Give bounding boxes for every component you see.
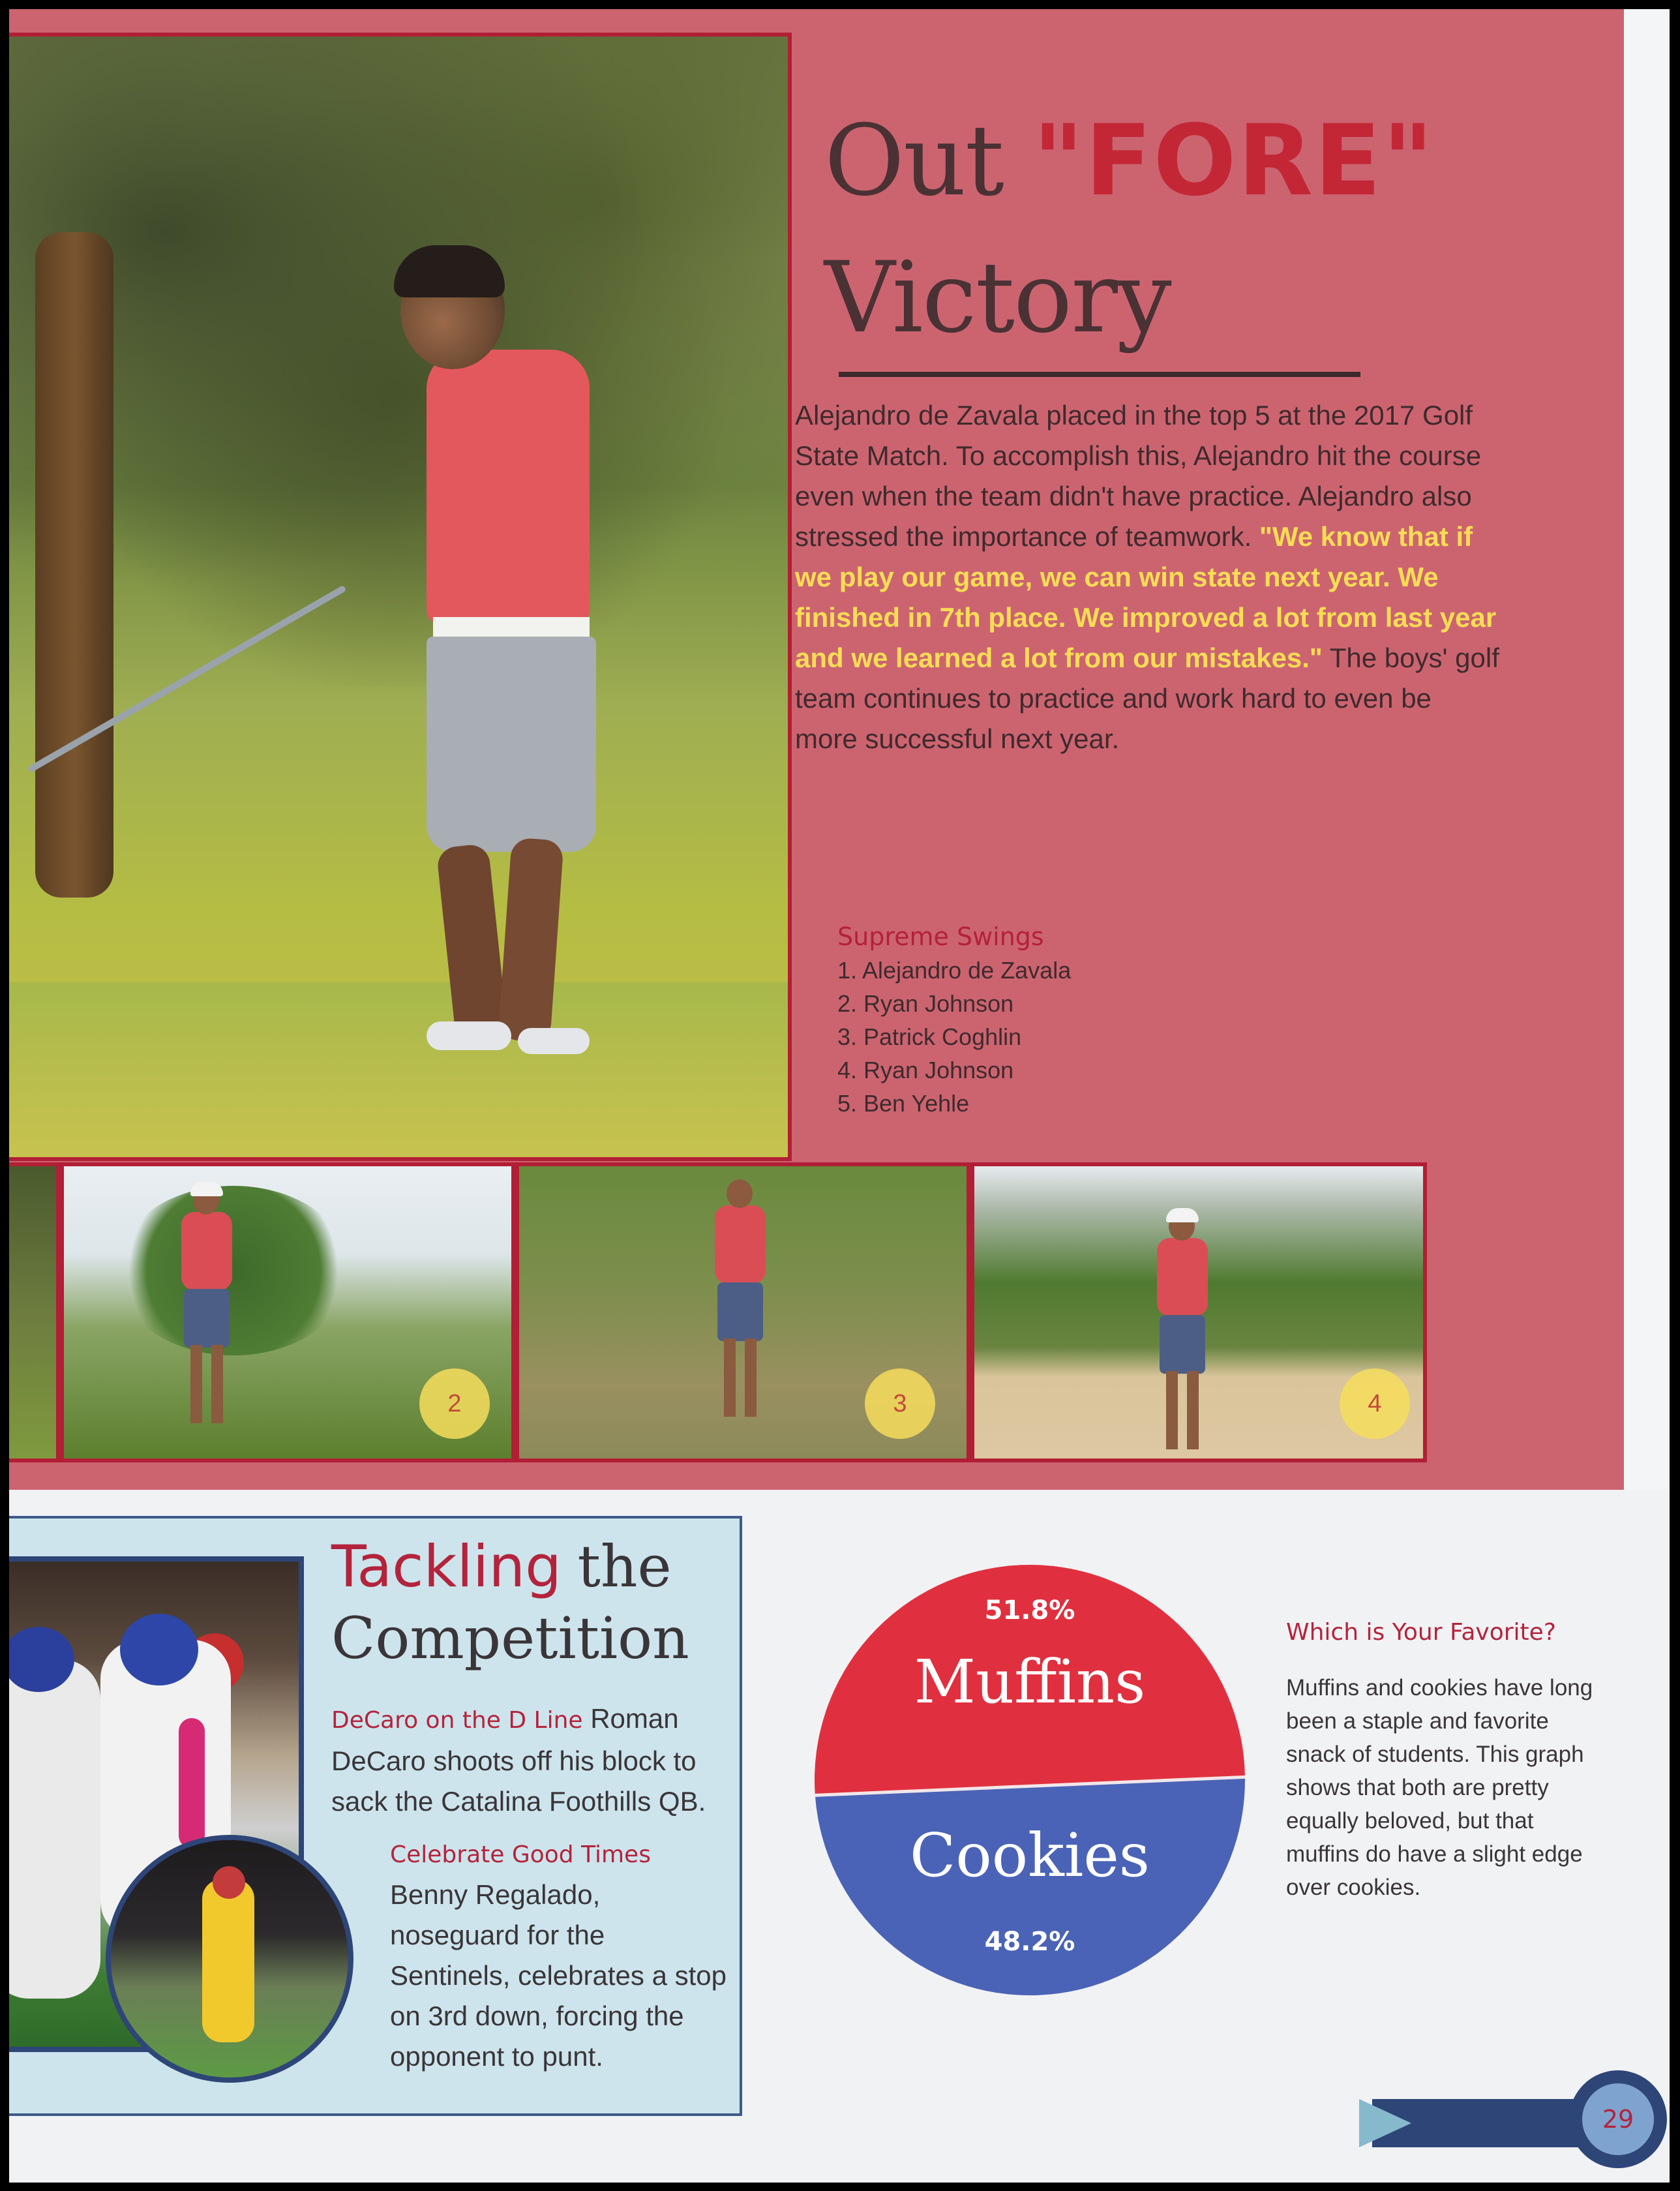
story-outro: The boys' golf team continues to practice and work hard to even be more successful next year. [795, 642, 1499, 754]
pie-category-label: Cookies [910, 1821, 1150, 1890]
photo-golfer [1150, 1212, 1209, 1460]
photo-number-badge: 4 [1340, 1368, 1410, 1439]
strip-photo-4 [970, 1162, 1427, 1462]
headline-word-the: the [577, 1533, 672, 1600]
headline-underline [839, 372, 1360, 377]
favorite-description: Muffins and cookies have long been a staple and favorite snack of students. This graph shows that both are pretty equally beloved, but that muffins do have a slight edge over cookies. [1286, 1675, 1593, 1900]
swings-item: 5. Ben Yehle [837, 1090, 970, 1117]
page-number-badge [1569, 2070, 1667, 2168]
story-quote: "We know that if we play our game, we can win state next year. We finished in 7th place. We improved a lot from last year and we learned a lot from our mistakes." [795, 521, 1497, 673]
arrow-icon [1359, 2099, 1411, 2147]
photo-golfer [175, 1186, 233, 1434]
golfer-hero-photo [9, 33, 792, 1161]
celebrate-caption-lead: Celebrate Good Times [390, 1841, 651, 1868]
photo-tree-trunk [35, 232, 113, 898]
golf-story [795, 395, 1499, 759]
photo-golfer [708, 1179, 767, 1427]
swings-item: 1. Alejandro de Zavala [837, 957, 1072, 984]
decaro-caption-lead: DeCaro on the D Line [331, 1707, 583, 1734]
pie-value-label: 48.2% [984, 1927, 1075, 1957]
favorite-snack-pie-chart [811, 1562, 1248, 1999]
story-intro: Alejandro de Zavala placed in the top 5 at the 2017 Golf State Match. To accomplish this, Alejandro hit the course even when the team didn't have practice. Alejandro also stressed the importance of teamwork. [795, 400, 1482, 552]
headline-word-out: Out [824, 104, 1003, 218]
favorite-title: Which is Your Favorite? [1286, 1619, 1556, 1646]
football-headline-line2: Competition [331, 1605, 689, 1672]
pie-category-label: Muffins [914, 1647, 1146, 1717]
supreme-swings-list [837, 920, 1071, 1120]
pie-value-label: 51.8% [984, 1595, 1075, 1625]
football-feature-box [9, 1516, 742, 2116]
headline-word-fore: "FORE" [1032, 104, 1435, 218]
headline-word-tackling: Tackling [331, 1533, 562, 1600]
page-number: 29 [1582, 2083, 1654, 2155]
decaro-caption-text: Roman DeCaro shoots off his block to sack the Catalina Foothills QB. [331, 1703, 706, 1817]
yearbook-page [9, 9, 1670, 2183]
golfer-figure [374, 252, 609, 1048]
strip-photo-2 [60, 1162, 515, 1462]
football-headline-line1 [331, 1533, 672, 1600]
page-margin-strip [1624, 9, 1670, 1490]
photo-number-badge: 2 [419, 1368, 490, 1439]
supreme-swings-title: Supreme Swings [837, 922, 1044, 951]
headline-line1 [824, 104, 1435, 218]
headline-word-victory: Victory [824, 241, 1171, 355]
strip-photo-3 [515, 1162, 970, 1462]
strip-photo-edge [9, 1162, 60, 1462]
photo-number-badge: 3 [865, 1368, 935, 1439]
swings-item: 4. Ryan Johnson [837, 1057, 1014, 1083]
decaro-caption [331, 1699, 749, 1822]
celebrate-caption-text: Benny Regalado, noseguard for the Sentinels, celebrates a stop on 3rd down, forcing the opponent to punt. [390, 1879, 727, 2072]
swings-item: 2. Ryan Johnson [837, 990, 1014, 1017]
celebration-inset-photo [106, 1835, 353, 2083]
swings-item: 3. Patrick Coghlin [837, 1023, 1022, 1050]
